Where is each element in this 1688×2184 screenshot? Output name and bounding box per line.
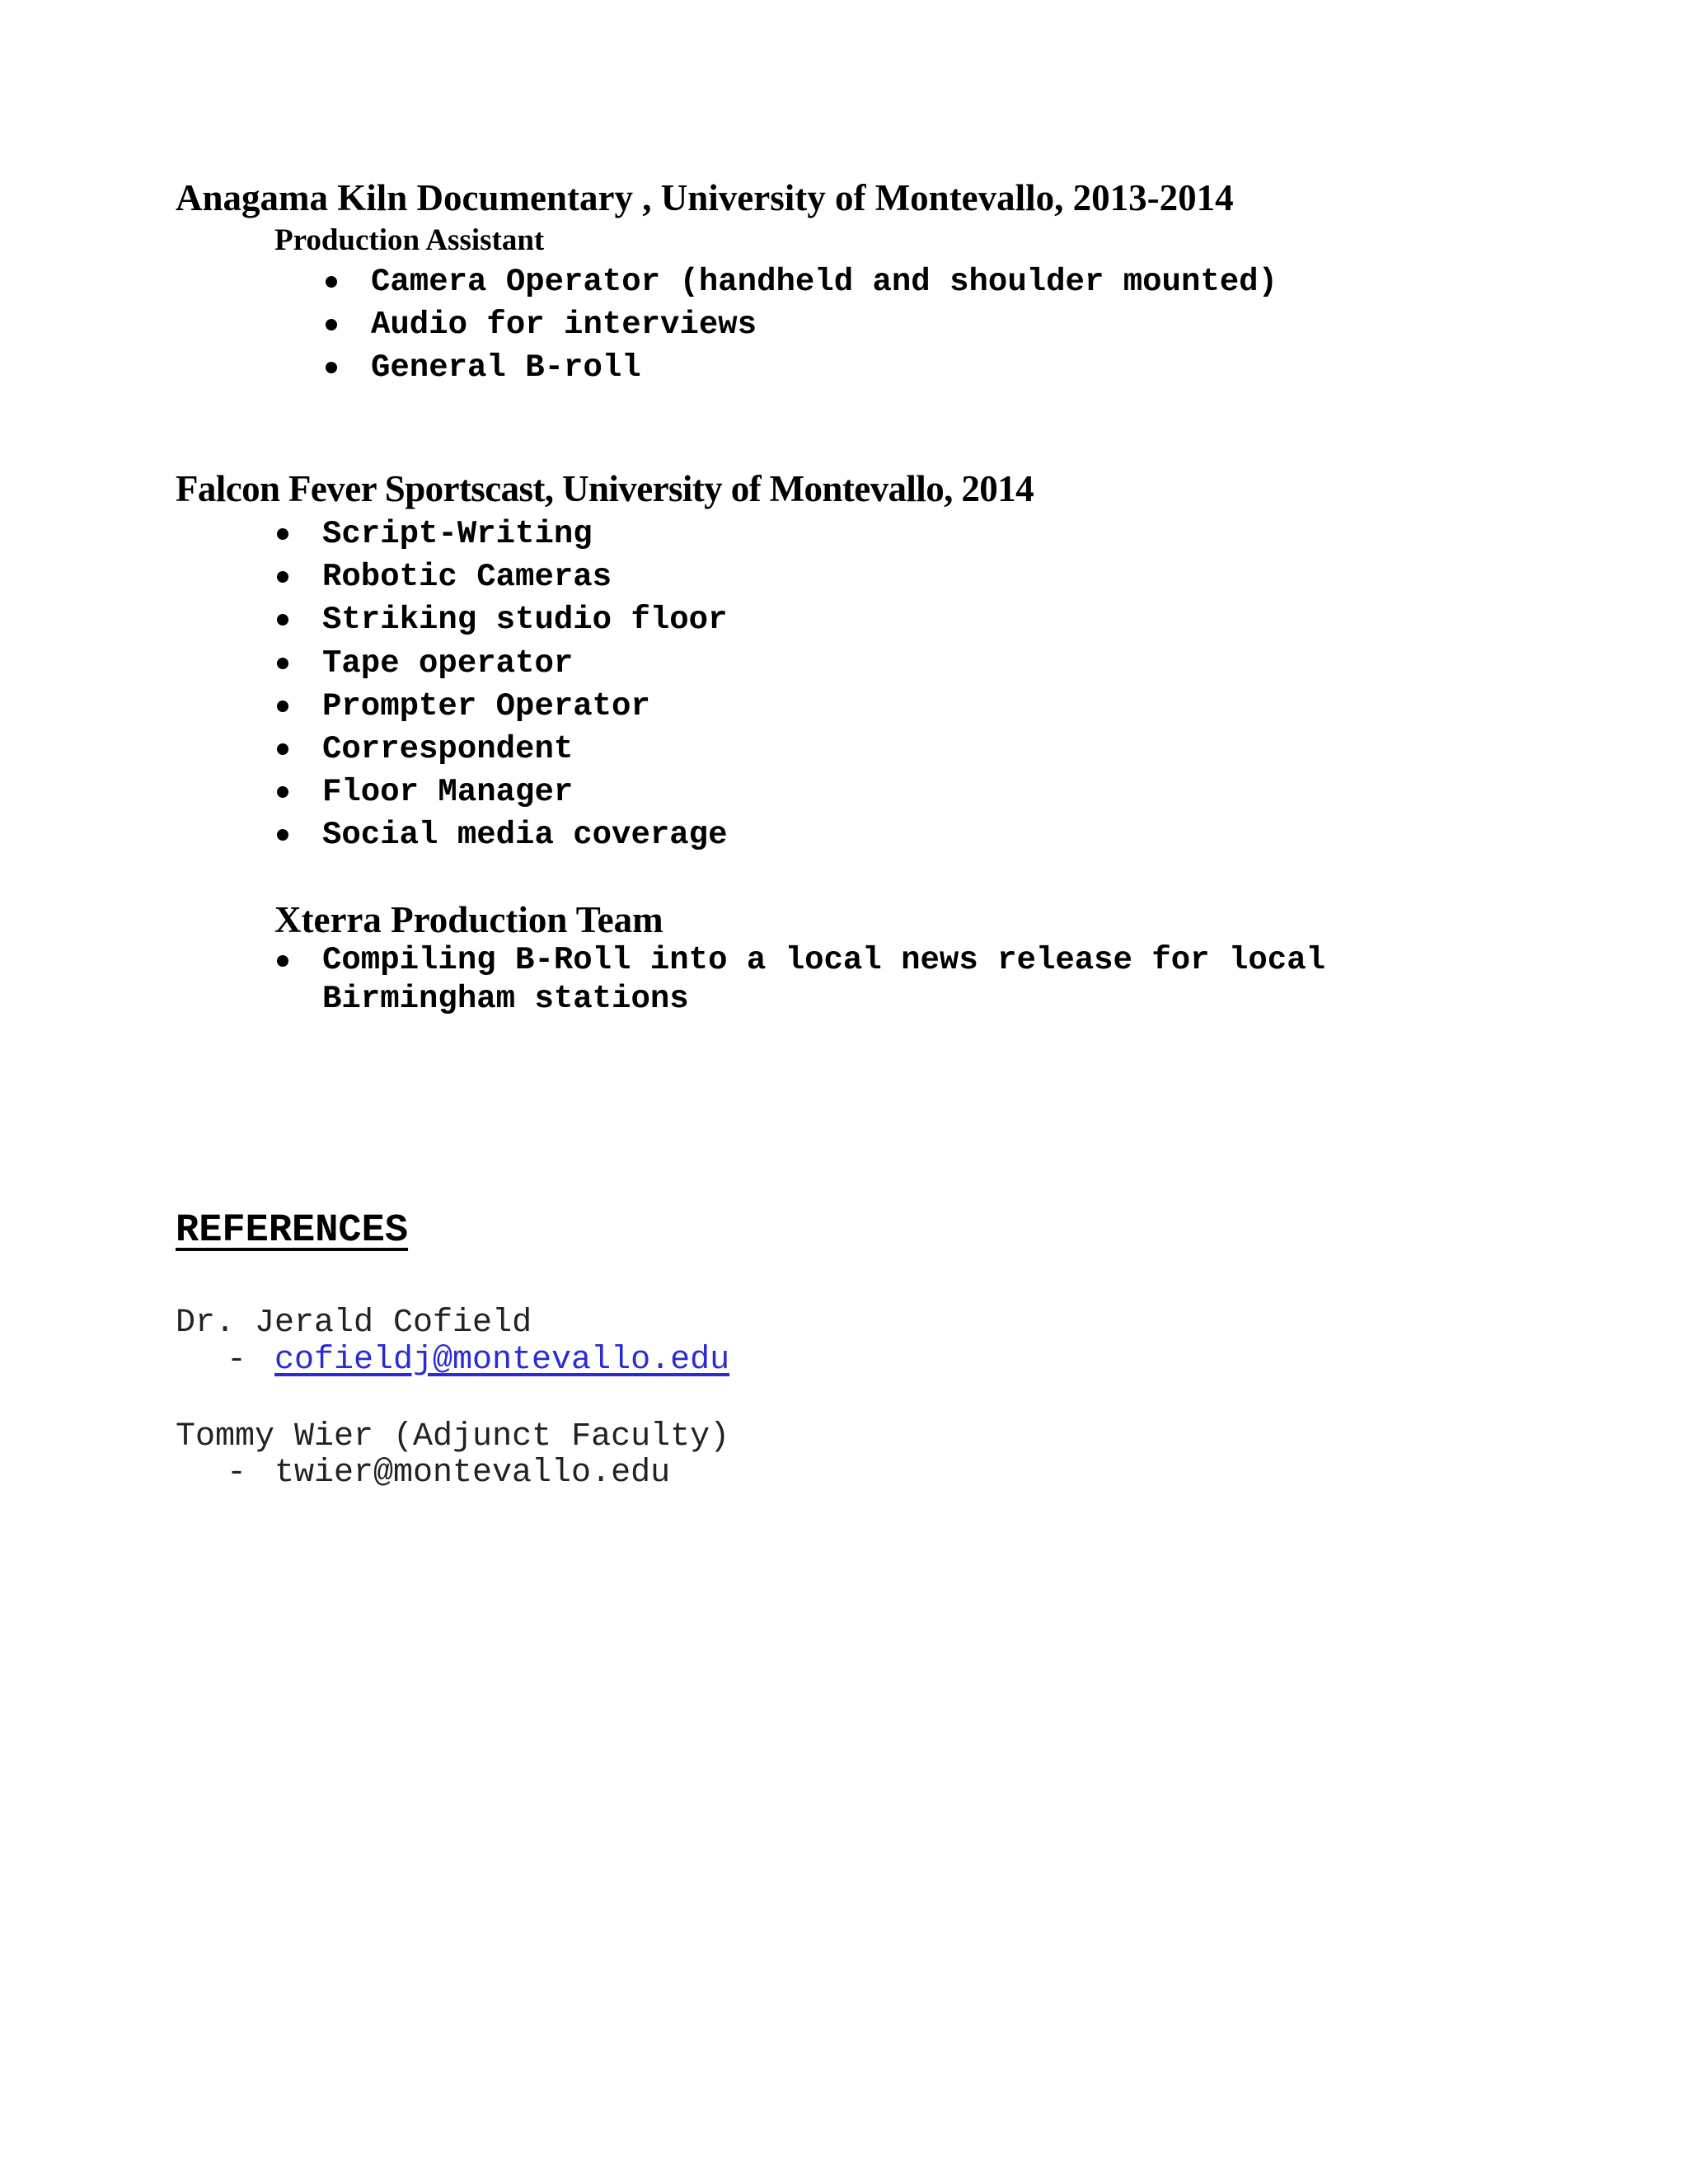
list-item [322, 771, 727, 813]
bullet-icon [277, 571, 288, 583]
bullet-icon [277, 528, 288, 540]
list-item [371, 346, 1278, 389]
list-item-text: Robotic Cameras [322, 559, 612, 596]
anagama-heading: Anagama Kiln Documentary , University of Montevallo, 2013-2014 [176, 177, 1234, 218]
list-item [322, 642, 727, 685]
bullet-icon [277, 701, 288, 712]
list-item [322, 941, 1325, 1019]
references-title: REFERENCES [176, 1209, 409, 1253]
list-item-text: Tape operator [322, 644, 574, 682]
list-item-text: Striking studio floor [322, 602, 728, 639]
list-item [371, 303, 1278, 346]
bullet-icon [277, 955, 288, 967]
anagama-role: Production Assistant [274, 223, 545, 257]
list-item-text: General B-roll [371, 349, 641, 387]
list-item-text: Social media coverage [322, 817, 728, 854]
list-item [322, 685, 727, 728]
reference-email: twier@montevallo.edu [274, 1455, 671, 1492]
xterra-duties-list [322, 941, 1325, 1019]
list-item-text: Compiling B-Roll into a local news release for local Birmingham stations [322, 942, 1325, 1017]
anagama-duties-list [371, 260, 1278, 390]
bullet-icon [277, 743, 288, 755]
reference-name: Tommy Wier (Adjunct Faculty) [176, 1418, 730, 1455]
bullet-icon [277, 829, 288, 841]
list-item-text: Prompter Operator [322, 687, 650, 724]
list-item [371, 260, 1278, 303]
list-item-text: Script-Writing [322, 516, 593, 552]
bullet-icon [277, 658, 288, 669]
bullet-icon [326, 276, 337, 288]
list-item [322, 728, 727, 771]
reference-email [274, 1342, 729, 1380]
list-item-text: Camera Operator (handheld and shoulder mounted) [371, 264, 1278, 300]
list-item [322, 598, 727, 641]
list-item-text: Floor Manager [322, 774, 574, 811]
xterra-heading: Xterra Production Team [274, 899, 663, 940]
falcon-heading: Falcon Fever Sportscast, University of Montevallo, 2014 [176, 468, 1034, 509]
bullet-icon [326, 319, 337, 330]
reference-dash: - [227, 1342, 247, 1379]
list-item [322, 513, 727, 555]
bullet-icon [277, 786, 288, 798]
list-item [322, 813, 727, 856]
reference-name: Dr. Jerald Cofield [176, 1305, 532, 1342]
reference-dash: - [227, 1455, 247, 1492]
falcon-duties-list [322, 513, 727, 857]
list-item-text: Correspondent [322, 731, 574, 768]
email-link[interactable]: cofieldj@montevallo.edu [274, 1342, 730, 1379]
bullet-icon [277, 614, 288, 626]
bullet-icon [326, 362, 337, 373]
list-item-text: Audio for interviews [371, 307, 757, 344]
list-item [322, 555, 727, 598]
